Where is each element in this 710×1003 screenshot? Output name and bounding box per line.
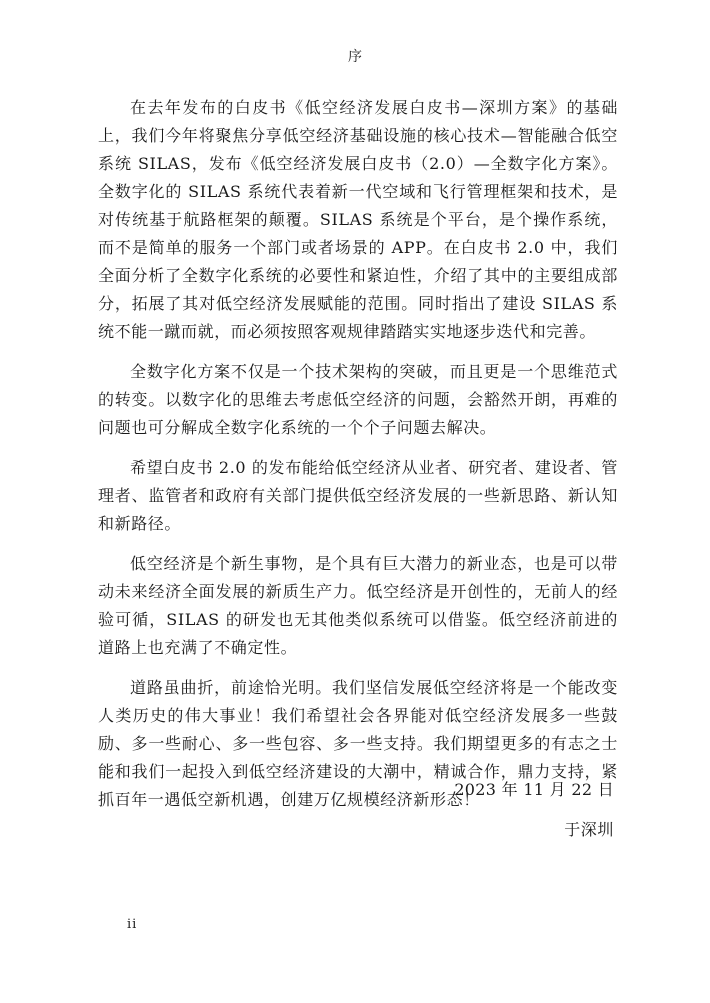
paragraph: 道路虽曲折，前途恰光明。我们坚信发展低空经济将是一个能改变人类历史的伟大事业！我们希望社会各界能对低空经济发展多一些鼓励、多一些耐心、多一些包容、多一些支持。我们期望更多的有志之士能和我们一起投入到低空经济建设的大潮中，精诚合作，鼎力支持，紧抓百年一遇低空新机遇，创建万亿规模经济新形态！ [98,678,618,809]
paragraph: 希望白皮书 2.0 的发布能给低空经济从业者、研究者、建设者、管理者、监管者和政府有关部门提供低空经济发展的一些新思路、新认知和新路径。 [98,458,618,533]
signature-date: 2023 年 11 月 22 日 [454,780,614,799]
page-number: ii [127,917,138,932]
signature-place: 于深圳 [564,820,614,839]
paragraph: 在去年发布的白皮书《低空经济发展白皮书—深圳方案》的基础上，我们今年将聚焦分享低空经济基础设施的核心技术—智能融合低空系统 SILAS，发布《低空经济发展白皮书（2.0）—全数字化方案》。全数字化的 SILAS 系统代表着新一代空域和飞行管理框架和技术，是对传统基于航路框架的颠覆。SILAS 系统是个平台，是个操作系统，而不是简单的服务一个部门或者场景的 APP。在白皮书 2.0 中，我们全面分析了全数字化系统的必要性和紧迫性，介绍了其中的主要组成部分，拓展了其对低空经济发展赋能的范围。同时指出了建设 SILAS 系统不能一蹴而就，而必须按照客观规律踏踏实实地逐步迭代和完善。 [98,98,618,341]
paragraph: 全数字化方案不仅是一个技术架构的突破，而且更是一个思维范式的转变。以数字化的思维去考虑低空经济的问题，会豁然开朗，再难的问题也可分解成全数字化系统的一个个子问题去解决。 [98,362,618,437]
page-title: 序 [348,49,362,65]
preface-body [98,94,618,826]
paragraph: 低空经济是个新生事物，是个具有巨大潜力的新业态，也是可以带动未来经济全面发展的新质生产力。低空经济是开创性的，无前人的经验可循，SILAS 的研发也无其他类似系统可以借鉴。低空经济前进的道路上也充满了不确定性。 [98,554,618,657]
